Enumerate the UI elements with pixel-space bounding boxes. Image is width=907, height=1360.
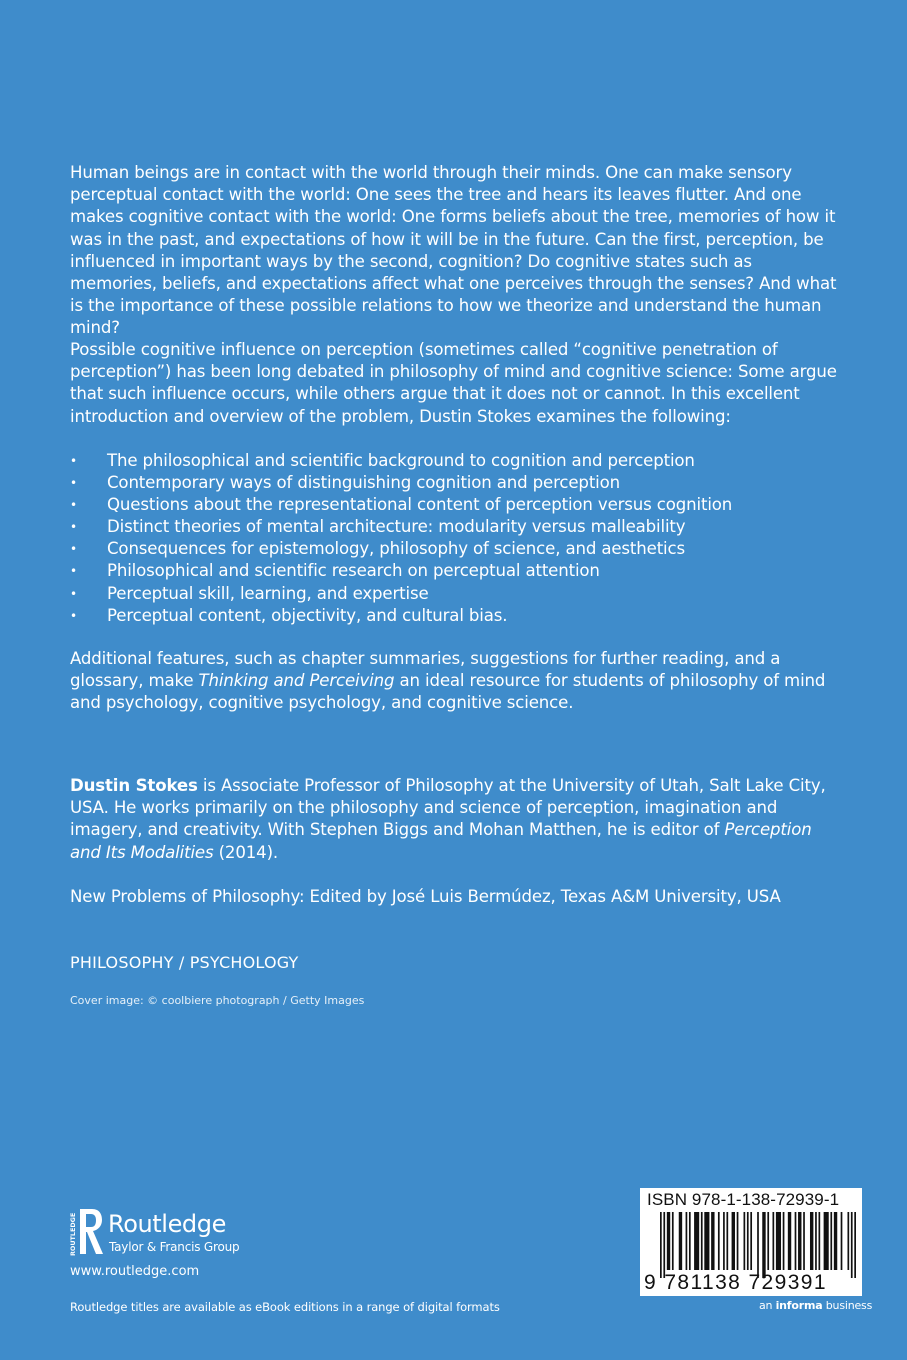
topic-text: The philosophical and scientific background to cognition and perception	[107, 451, 695, 470]
barcode-bar	[701, 1212, 703, 1270]
isbn-digits: 9 781138 729391	[644, 1271, 827, 1294]
barcode-bar	[744, 1212, 746, 1270]
author-name: Dustin Stokes	[70, 776, 198, 795]
bullet-marker: •	[70, 564, 77, 579]
publisher-url[interactable]: www.routledge.com	[70, 1264, 200, 1279]
series-line: New Problems of Philosophy: Edited by José Luis Bermúdez, Texas A&M University, USA	[70, 887, 781, 906]
barcode-bar	[694, 1212, 699, 1270]
barcode-bar	[679, 1212, 682, 1270]
bullet-marker: •	[70, 498, 77, 513]
topic-item	[70, 538, 850, 560]
bullet-marker: •	[70, 586, 77, 601]
barcode-bar	[824, 1212, 829, 1270]
author-bio: Dustin Stokes is Associate Professor of Philosophy at the University of Utah, Salt Lake City, USA. He works primarily on the philosophy and science of perception, imagination and imagery, and creativity. With Stephen Biggs and Mohan Matthen, he is editor of Perception and Its Modalities (2014).	[70, 776, 826, 862]
topic-item	[70, 560, 850, 582]
book-title: Thinking and Perceiving	[198, 671, 395, 691]
publisher-name: Routledge	[108, 1210, 226, 1238]
topic-item	[70, 450, 850, 472]
barcode-bar	[723, 1212, 725, 1270]
publisher-group: Taylor & Francis Group	[109, 1240, 240, 1254]
barcode-bar	[803, 1212, 805, 1270]
barcode-bar	[841, 1212, 843, 1270]
topic-text: Perceptual skill, learning, and expertise	[107, 583, 429, 603]
barcode-bar	[795, 1212, 797, 1270]
barcode-bar	[711, 1212, 714, 1270]
topic-item	[70, 583, 850, 605]
topic-item	[70, 605, 850, 627]
barcode-bar	[767, 1212, 769, 1270]
barcode-bar	[750, 1212, 752, 1270]
features-paragraph: Additional features, such as chapter summaries, suggestions for further reading, and a glossary, make Thinking and Perceiving an ideal resource for students of philosophy of mind and psychology, cognitive psychology, and cognitive science.	[70, 649, 826, 713]
topic-text: Distinct theories of mental architecture: modularity versus malleability	[107, 517, 686, 537]
routledge-r-icon	[68, 1206, 104, 1258]
barcode-bar	[718, 1212, 720, 1270]
barcode-bar	[819, 1212, 821, 1270]
barcode-bars	[660, 1212, 856, 1278]
ebook-note: Routledge titles are available as eBook editions in a range of digital formats	[70, 1300, 500, 1314]
barcode-bar	[798, 1212, 801, 1270]
bullet-marker: •	[70, 608, 77, 623]
routledge-side-text: ROUTLEDGE	[69, 1212, 77, 1256]
barcode-bar	[762, 1212, 765, 1278]
barcode-bar	[854, 1212, 856, 1278]
bullet-marker: •	[70, 454, 77, 468]
barcode-bar	[847, 1212, 849, 1270]
barcode-bar	[772, 1212, 774, 1270]
barcode-bar	[732, 1212, 735, 1270]
topic-text: Philosophical and scientific research on perceptual attention	[107, 561, 600, 581]
routledge-logo	[68, 1206, 268, 1260]
barcode-bar	[672, 1212, 674, 1270]
barcode-bar	[660, 1212, 662, 1278]
barcode-bar	[834, 1212, 837, 1270]
barcode-bar	[788, 1212, 791, 1270]
informa-brand: informa	[775, 1299, 823, 1312]
bullet-marker: •	[70, 520, 77, 535]
topic-text: Consequences for epistemology, philosophy of science, and aesthetics	[107, 539, 685, 559]
informa-note: an informa business	[759, 1299, 873, 1312]
bullet-marker: •	[70, 476, 77, 491]
description-paragraph-2: Possible cognitive influence on perception (sometimes called “cognitive penetration of perception”) has been long debated in philosophy of mind and cognitive science: Some argue that such influence occurs, while others argue that it does not or cannot. In this excellent introduction and overview of the problem, Dustin Stokes examines the following:	[70, 340, 837, 426]
barcode-bar	[747, 1212, 749, 1270]
isbn-barcode	[640, 1188, 862, 1296]
edited-book-title: Perception and Its Modalities	[70, 820, 812, 862]
barcode-bar	[783, 1212, 785, 1270]
description-paragraph-1: Human beings are in contact with the world through their minds. One can make sensory perceptual contact with the world: One sees the tree and hears its leaves flutter. And one makes cognitive contact with the world: One forms beliefs about the tree, memories of how it was in the past, and expectations of how it will be in the future. Can the first, perception, be influenced in important ways by the second, cognition? Do cognitive states such as memories, beliefs, and expectations affect what one perceives through the senses? And what is the importance of these possible relations to how we theorize and understand the human mind?	[70, 163, 837, 338]
barcode-bar	[815, 1212, 817, 1270]
isbn-label: ISBN 978-1-138-72939-1	[647, 1190, 840, 1209]
barcode-bar	[667, 1212, 670, 1270]
topic-item	[70, 516, 850, 538]
barcode-bar	[776, 1212, 781, 1270]
topic-text: Contemporary ways of distinguishing cognition and perception	[107, 473, 620, 493]
barcode-bar	[757, 1212, 759, 1278]
subject-category: PHILOSOPHY / PSYCHOLOGY	[70, 953, 299, 972]
barcode-bar	[686, 1212, 688, 1270]
topic-text: Perceptual content, objectivity, and cultural bias.	[107, 605, 508, 625]
topic-item	[70, 494, 850, 516]
topic-text: Questions about the representational content of perception versus cognition	[107, 495, 733, 515]
barcode-bar	[737, 1212, 739, 1270]
bullet-marker: •	[70, 542, 77, 557]
barcode-bar	[663, 1212, 665, 1278]
barcode-bar	[726, 1212, 728, 1270]
cover-credit: Cover image: © coolbiere photograph / Getty Images	[70, 994, 365, 1007]
barcode-bar	[830, 1212, 832, 1270]
barcode-bar	[704, 1212, 709, 1270]
barcode-bar	[851, 1212, 853, 1278]
topic-item	[70, 472, 850, 494]
barcode-bar	[810, 1212, 813, 1270]
barcode-bar	[689, 1212, 691, 1270]
topics-list	[70, 450, 850, 627]
